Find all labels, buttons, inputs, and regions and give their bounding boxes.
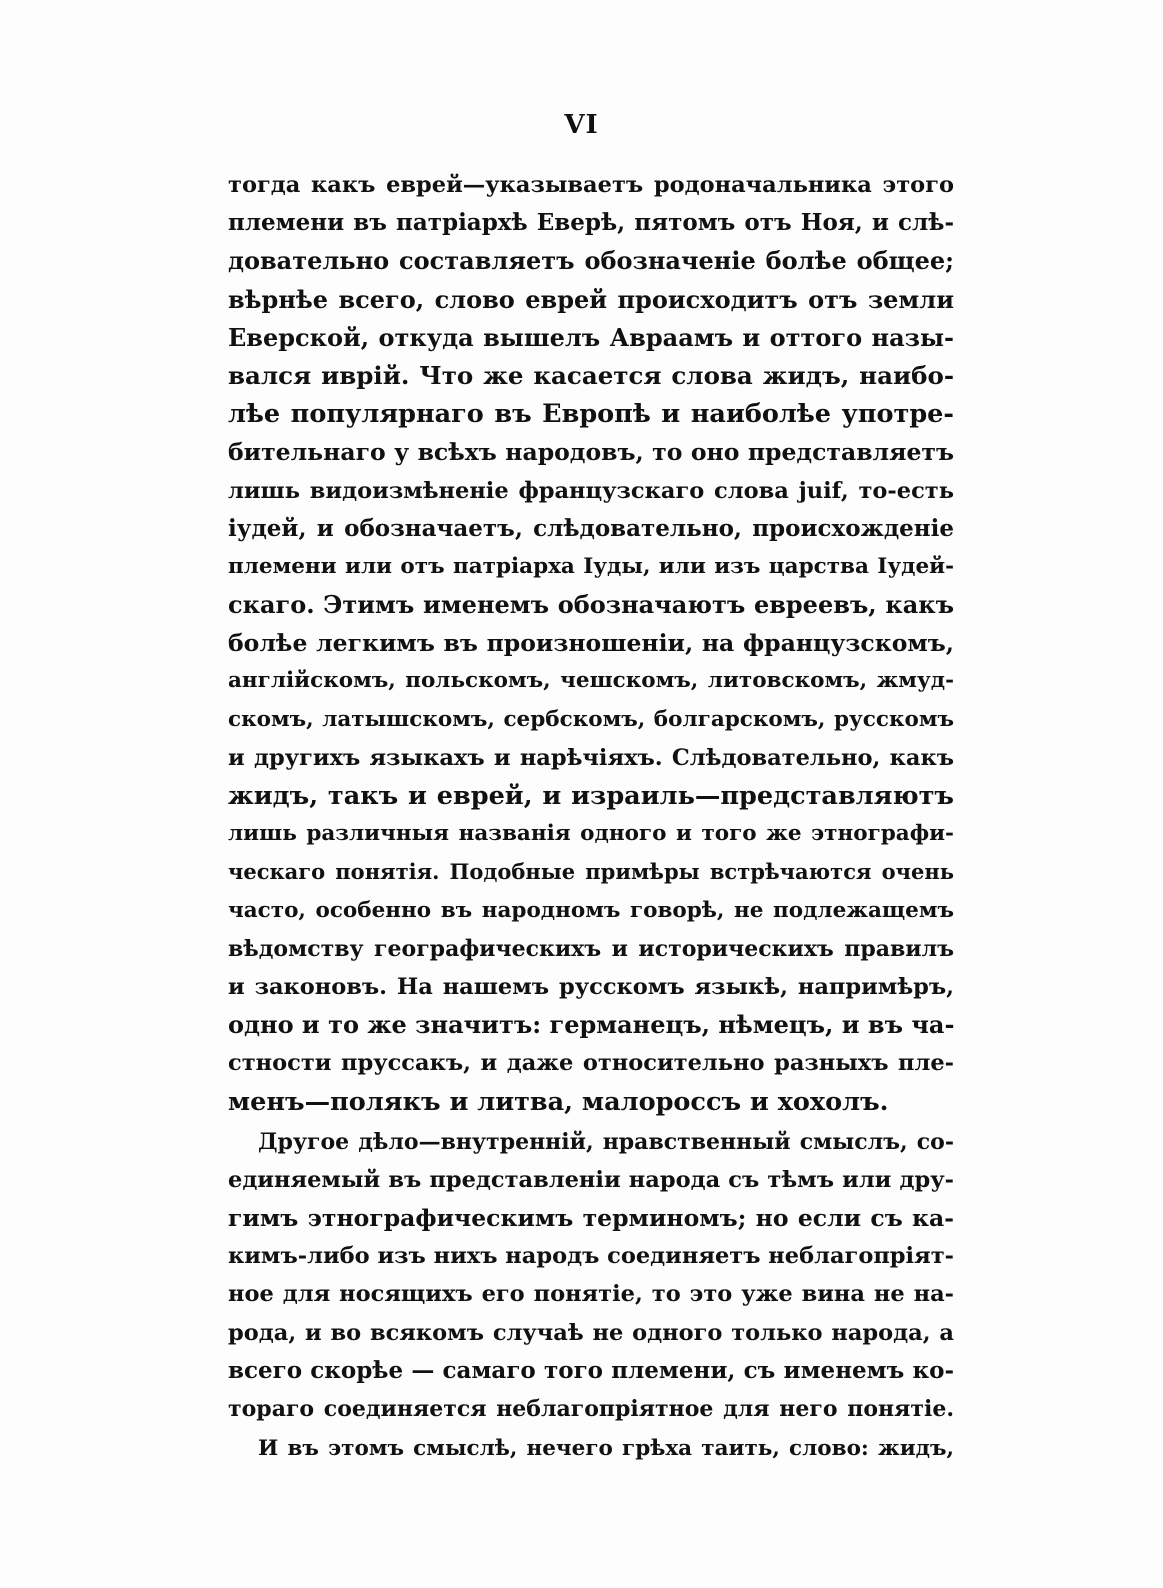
text-line: жидъ, такъ и еврей, и израиль—представляютъ — [228, 781, 954, 811]
text-line: часто, особенно въ народномъ говорѣ, не подлежащемъ — [228, 897, 954, 923]
paragraph-2 — [228, 1123, 954, 1429]
text-line: племени или отъ патріарха Іуды, или изъ царства Іудей- — [228, 553, 954, 579]
paragraph-1 — [228, 166, 954, 1121]
text-line: Другое дѣло—внутренній, нравственный смыслъ, со- — [258, 1128, 954, 1155]
text-line: лишь видоизмѣненіе французскаго слова juif, то-есть — [228, 477, 954, 504]
text-line: ческаго понятія. Подобные примѣры встрѣчаются очень — [228, 859, 954, 885]
text-line: вался иврій. Что же касается слова жидъ, наибо- — [228, 360, 954, 390]
paragraph-3 — [228, 1430, 954, 1468]
text-line: единяемый въ представленіи народа съ тѣмъ или дру- — [228, 1166, 954, 1193]
text-line: тогда какъ еврей—указываетъ родоначальника этого — [228, 172, 954, 198]
text-line: скомъ, латышскомъ, сербскомъ, болгарскомъ, русскомъ — [228, 706, 954, 732]
text-line: одно и то же значитъ: германецъ, нѣмецъ, и въ ча- — [228, 1010, 954, 1040]
body-text — [228, 166, 954, 1468]
text-line: рода, и во всякомъ случаѣ не одного только народа, а — [228, 1319, 954, 1346]
text-line: И въ этомъ смыслѣ, нечего грѣха таить, слово: жидъ, — [258, 1436, 954, 1462]
text-line: тораго соединяется неблагопріятное для него понятіе. — [228, 1396, 954, 1422]
text-line: довательно составляетъ обозначеніе болѣе общее; — [228, 246, 954, 276]
text-line: Еверской, откуда вышелъ Авраамъ и оттого назы- — [228, 322, 954, 352]
text-line: племени въ патріархѣ Еверѣ, пятомъ отъ Ноя, и слѣ- — [228, 209, 954, 237]
text-line: лишь различныя названія одного и того же этнографи- — [228, 821, 954, 847]
text-line: іудей, и обозначаетъ, слѣдовательно, происхожденіе — [228, 514, 954, 542]
text-line: англійскомъ, польскомъ, чешскомъ, литовскомъ, жмуд- — [228, 668, 954, 694]
text-line: и другихъ языкахъ и нарѣчіяхъ. Слѣдовательно, какъ — [228, 744, 954, 771]
text-line: лѣе популярнаго въ Европѣ и наиболѣе употре- — [228, 399, 954, 430]
text-line: болѣе легкимъ въ произношеніи, на французскомъ, — [228, 629, 954, 658]
text-line: ное для носящихъ его понятіе, то это уже вина не на- — [228, 1281, 954, 1308]
text-line: вѣрнѣе всего, слово еврей происходитъ отъ земли — [228, 284, 954, 314]
text-line: менъ—полякъ и литва, малороссъ и хохолъ. — [228, 1086, 889, 1117]
text-line: гимъ этнографическимъ терминомъ; но если съ ка- — [228, 1204, 954, 1233]
page-number: VI — [564, 110, 599, 140]
text-line: стности пруссакъ, и даже относительно разныхъ пле- — [228, 1050, 954, 1077]
text-line: кимъ-либо изъ нихъ народъ соединяетъ неблагопріят- — [228, 1243, 954, 1270]
text-line: и законовъ. На нашемъ русскомъ языкѣ, напримѣръ, — [228, 973, 954, 1000]
text-line: вѣдомству географическихъ и историческихъ правилъ — [228, 935, 954, 962]
text-line: всего скорѣе — самаго того племени, съ именемъ ко- — [228, 1356, 954, 1384]
text-line: скаго. Этимъ именемъ обозначаютъ евреевъ, какъ — [228, 590, 954, 620]
text-line: бительнаго у всѣхъ народовъ, то оно представляетъ — [228, 438, 954, 467]
